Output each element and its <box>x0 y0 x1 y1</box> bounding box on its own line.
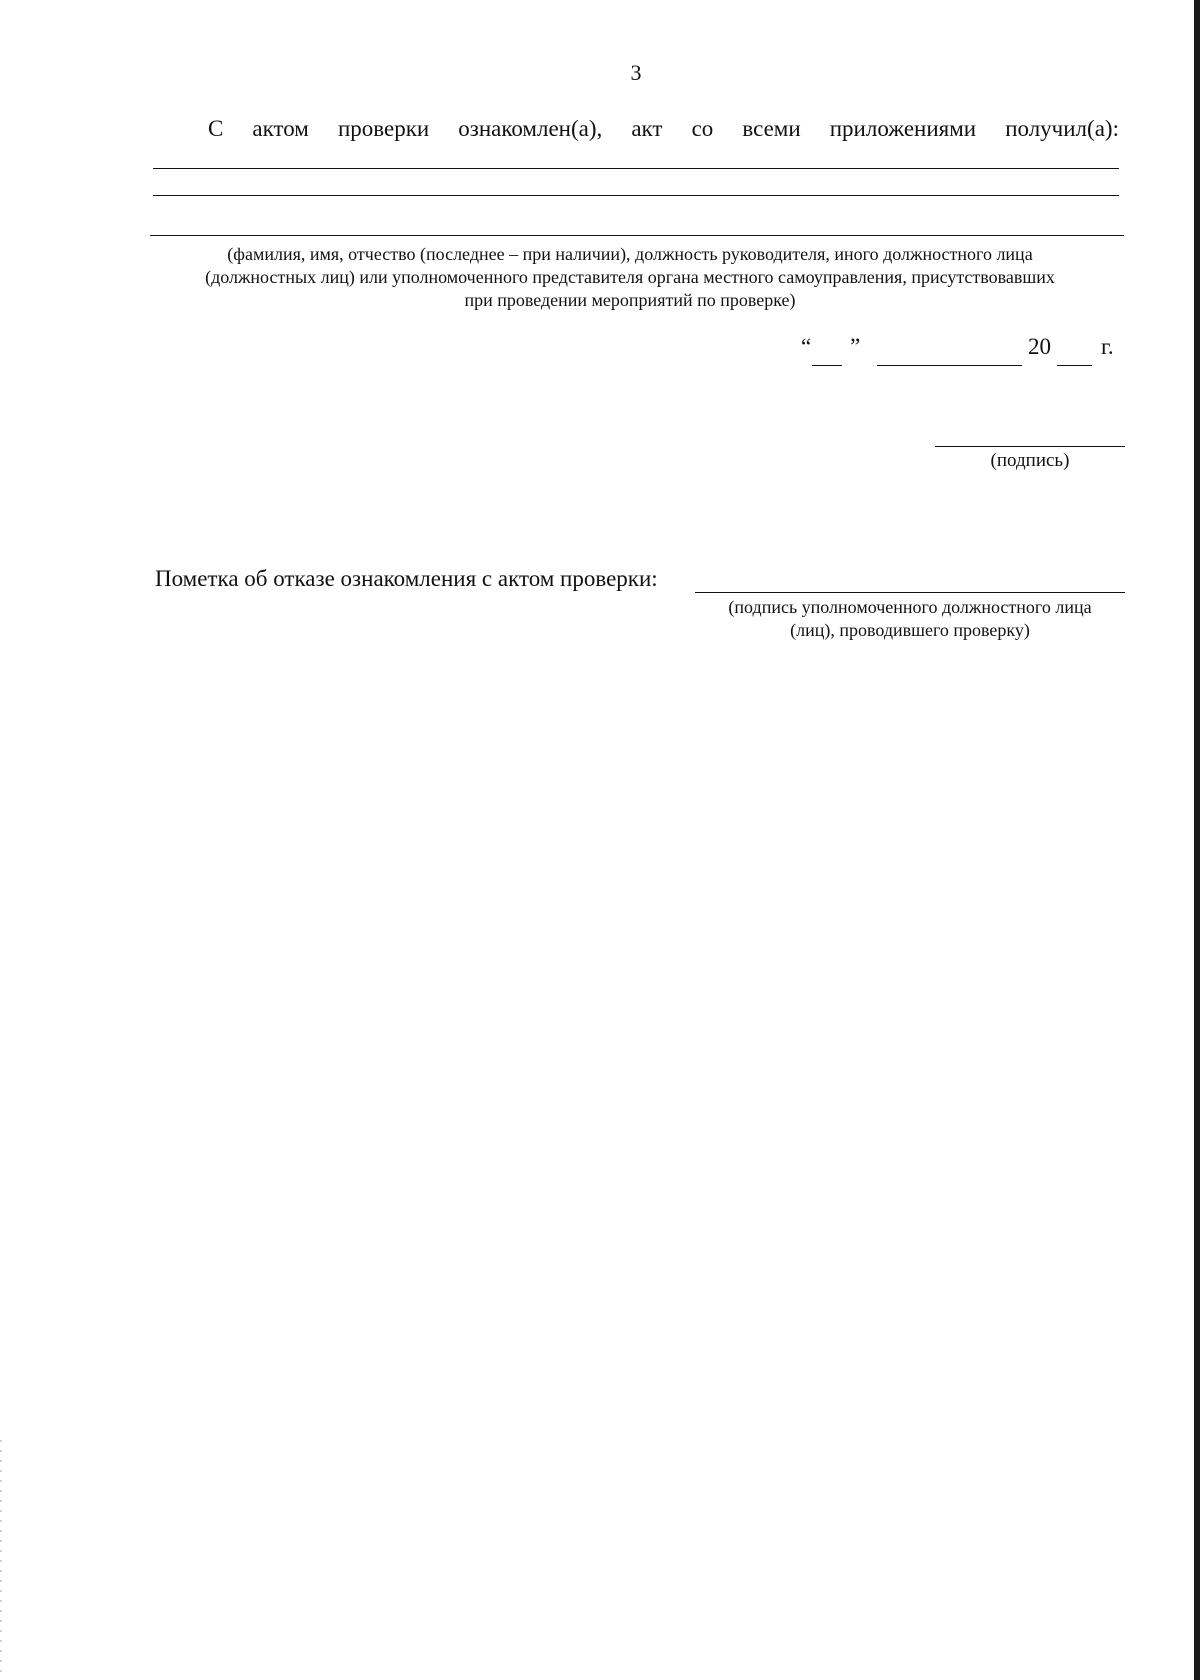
name-field-line-2[interactable] <box>153 195 1119 196</box>
scan-edge <box>1194 0 1200 1680</box>
name-field-line-1[interactable] <box>153 168 1119 169</box>
month-blank[interactable] <box>877 365 1022 366</box>
page-number: 3 <box>630 60 642 85</box>
caption-line: при проведении мероприятий по проверке) <box>464 290 796 310</box>
refusal-signature-line[interactable] <box>695 592 1125 593</box>
caption-line: (лиц), проводившего проверку) <box>790 620 1030 640</box>
ack-word: со <box>691 116 714 141</box>
ack-word: приложениями <box>829 116 977 141</box>
date-field <box>790 334 1120 374</box>
year-prefix: 20 <box>1028 334 1051 359</box>
year-suffix: г. <box>1101 334 1114 359</box>
date-open-quote: “ <box>801 334 812 359</box>
ack-word: акт <box>631 116 663 141</box>
refusal-caption <box>690 596 1130 642</box>
ack-word: всеми <box>742 116 801 141</box>
date-close-quote: ” <box>850 334 861 359</box>
day-blank[interactable] <box>812 365 842 366</box>
ack-word: ознакомлен(а), <box>458 116 603 141</box>
scan-artifact <box>0 1440 2 1680</box>
ack-word: получил(а): <box>1005 116 1119 141</box>
acknowledgement-statement <box>208 116 1119 142</box>
refusal-label: Пометка об отказе ознакомления с актом проверки: <box>155 566 658 591</box>
ack-word: С <box>208 116 224 141</box>
signature-line[interactable] <box>935 446 1125 447</box>
caption-line: (подпись уполномоченного должностного лица <box>728 597 1092 617</box>
caption-line: (должностных лиц) или уполномоченного представителя органа местного самоуправления, присутствовавших <box>205 267 1055 287</box>
caption-line: (фамилия, имя, отчество (последнее – при наличии), должность руководителя, иного должностного лица <box>227 244 1033 264</box>
signature-caption: (подпись) <box>990 450 1070 471</box>
name-field-line-3[interactable] <box>150 235 1124 236</box>
ack-word: актом <box>252 116 309 141</box>
name-field-caption <box>130 243 1130 312</box>
ack-word: проверки <box>337 116 430 141</box>
year-blank[interactable] <box>1057 365 1092 366</box>
